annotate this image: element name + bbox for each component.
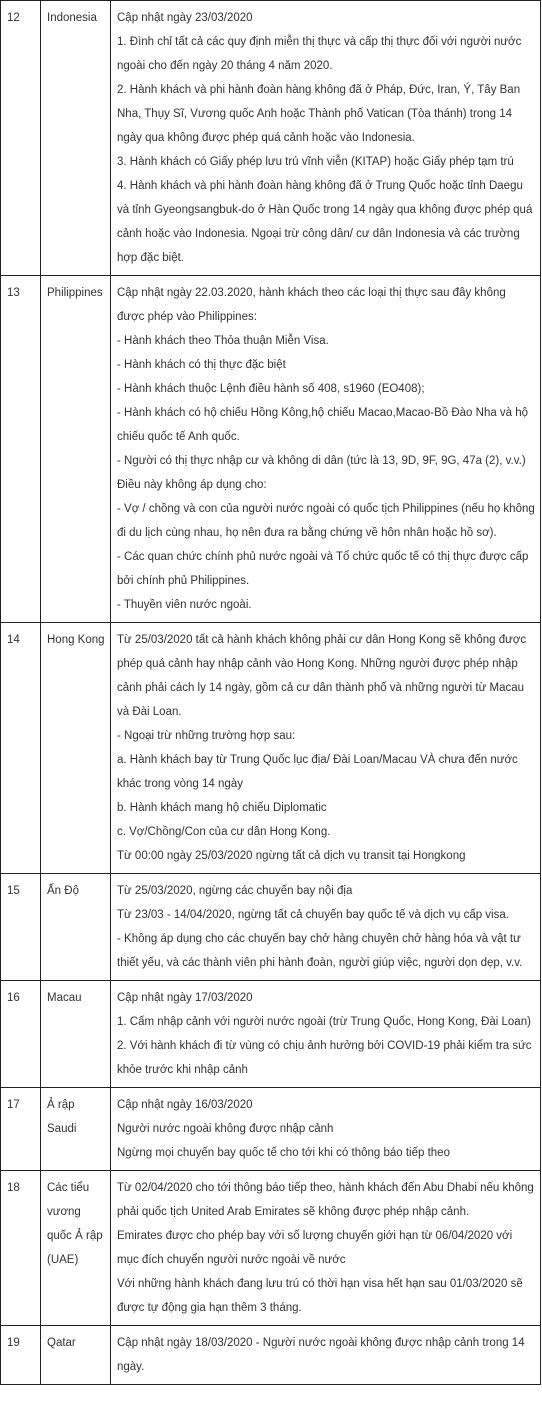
restriction-line: 4. Hành khách và phi hành đoàn hàng không đã ở Trung Quốc hoặc tỉnh Daegu và tỉnh Gyeongsangbuk-do ở Hàn Quốc trong 14 ngày qua không được phép quá cảnh hoặc vào Indonesia. Ngoại trừ công dân/ cư dân Indonesia và các trường hợp đặc biệt. xyxy=(117,180,533,264)
restriction-line: - Người có thị thực nhập cư và không di dân (tức là 13, 9D, 9F, 9G, 47a (2), v.v.) xyxy=(117,455,526,467)
restriction-line: Ngừng mọi chuyến bay quốc tế cho tới khi có thông báo tiếp theo xyxy=(117,1147,450,1159)
restriction-line: Người nước ngoài không được nhập cảnh xyxy=(117,1123,334,1135)
row-number xyxy=(1,1171,41,1326)
country-cell xyxy=(41,623,111,874)
row-number xyxy=(1,276,41,623)
country-name: Ả rập Saudi xyxy=(47,1099,77,1135)
restriction-line: 2. Hành khách và phi hành đoàn hàng không đã ở Pháp, Đức, Iran, Ý, Tây Ban Nha, Thụy Sĩ, Vương quốc Anh hoặc Thành phố Vatican (Tòa thánh) trong 14 ngày qua không được phép quá cảnh hoặc vào Indonesia. xyxy=(117,84,521,144)
country-name: Ấn Độ xyxy=(47,885,79,897)
country-name: Hong Kong xyxy=(47,634,105,646)
row-number xyxy=(1,1326,41,1385)
restriction-details xyxy=(111,623,541,874)
country-name: Indonesia xyxy=(47,12,97,24)
country-name: Philippines xyxy=(47,287,103,299)
restriction-line: - Hành khách theo Thỏa thuận Miễn Visa. xyxy=(117,335,329,347)
country-name: Macau xyxy=(47,992,82,1004)
row-number-text: 19 xyxy=(7,1337,20,1349)
restriction-line: Từ 02/04/2020 cho tới thông báo tiếp theo, hành khách đến Abu Dhabi nếu không phải quốc tịch United Arab Emirates sẽ không được phép nhập cảnh. xyxy=(117,1182,534,1218)
restriction-line: Cập nhật ngày 18/03/2020 - Người nước ngoài không được nhập cảnh trong 14 ngày. xyxy=(117,1337,525,1373)
restriction-line: Cập nhật ngày 17/03/2020 xyxy=(117,992,253,1004)
row-number-text: 16 xyxy=(7,992,20,1004)
table-row xyxy=(1,1171,541,1326)
restriction-details xyxy=(111,1088,541,1171)
country-cell xyxy=(41,1171,111,1326)
row-number-text: 17 xyxy=(7,1099,20,1111)
table-row xyxy=(1,1,541,276)
restriction-line: Từ 25/03/2020 tất cả hành khách không phải cư dân Hong Kong sẽ không được phép quá cảnh hay nhập cảnh vào Hong Kong. Những người được phép nhập cảnh phải cách ly 14 ngày, gồm cả cư dân thành phố và những người từ Macau và Đài Loan. xyxy=(117,634,527,718)
restriction-line: - Vợ / chồng và con của người nước ngoài có quốc tịch Philippines (nếu họ không đi du lịch cùng nhau, họ nên đưa ra bằng chứng về hôn nhân hoặc hồ sơ). xyxy=(117,503,535,539)
country-cell xyxy=(41,1088,111,1171)
country-name: Các tiểu vương quốc Ả rập (UAE) xyxy=(47,1182,103,1266)
restriction-line: - Không áp dụng cho các chuyến bay chở hàng chuyên chở hàng hóa và vật tư thiết yếu, và các thành viên phi hành đoàn, người giúp việc, người dọn dẹp, v.v. xyxy=(117,933,523,969)
restriction-line: - Các quan chức chính phủ nước ngoài và Tổ chức quốc tế có thị thực được cấp bởi chính phủ Philippines. xyxy=(117,551,529,587)
table-row xyxy=(1,276,541,623)
restriction-details xyxy=(111,1326,541,1385)
restriction-details xyxy=(111,981,541,1088)
row-number-text: 18 xyxy=(7,1182,20,1194)
row-number-text: 15 xyxy=(7,885,20,897)
restriction-line: - Hành khách thuộc Lệnh điều hành số 408, s1960 (EO408); xyxy=(117,383,425,395)
restriction-line: - Ngoại trừ những trường hợp sau: xyxy=(117,730,296,742)
restriction-line: c. Vợ/Chồng/Con của cư dân Hong Kong. xyxy=(117,826,331,838)
restriction-line: Từ 25/03/2020, ngừng các chuyến bay nội địa xyxy=(117,885,353,897)
restriction-line: - Hành khách có hộ chiếu Hồng Kông,hộ chiếu Macao,Macao-Bồ Đào Nha và hộ chiếu quốc tế Anh quốc. xyxy=(117,407,529,443)
row-number-text: 14 xyxy=(7,634,20,646)
row-number xyxy=(1,1088,41,1171)
restriction-details xyxy=(111,1171,541,1326)
restriction-line: 1. Cấm nhập cảnh với người nước ngoài (trừ Trung Quốc, Hong Kong, Đài Loan) xyxy=(117,1016,531,1028)
row-number xyxy=(1,981,41,1088)
table-row xyxy=(1,1326,541,1385)
row-number-text: 13 xyxy=(7,287,20,299)
restriction-line: b. Hành khách mang hộ chiếu Diplomatic xyxy=(117,802,327,814)
restriction-line: Điều này không áp dụng cho: xyxy=(117,479,267,491)
table-row xyxy=(1,981,541,1088)
country-cell xyxy=(41,276,111,623)
table-row xyxy=(1,623,541,874)
row-number xyxy=(1,623,41,874)
restriction-line: - Thuyền viên nước ngoài. xyxy=(117,599,252,611)
country-name: Qatar xyxy=(47,1337,76,1349)
row-number xyxy=(1,874,41,981)
restriction-line: a. Hành khách bay từ Trung Quốc lục địa/ Đài Loan/Macau VÀ chưa đến nước khác trong vòng 14 ngày xyxy=(117,754,518,790)
country-cell xyxy=(41,1326,111,1385)
restriction-details xyxy=(111,1,541,276)
restriction-line: Cập nhật ngày 22.03.2020, hành khách theo các loại thị thực sau đây không được phép vào Philippines: xyxy=(117,287,506,323)
restriction-line: Cập nhật ngày 23/03/2020 xyxy=(117,12,253,24)
restriction-line: - Hành khách có thị thực đặc biệt xyxy=(117,359,286,371)
country-cell xyxy=(41,1,111,276)
restriction-line: Từ 23/03 - 14/04/2020, ngừng tất cả chuyến bay quốc tế và dịch vụ cấp visa. xyxy=(117,909,509,921)
restriction-details xyxy=(111,276,541,623)
country-cell xyxy=(41,981,111,1088)
table-row xyxy=(1,1088,541,1171)
row-number-text: 12 xyxy=(7,12,20,24)
restriction-details xyxy=(111,874,541,981)
restriction-line: 3. Hành khách có Giấy phép lưu trú vĩnh viễn (KITAP) hoặc Giấy phép tạm trú xyxy=(117,156,514,168)
table-row xyxy=(1,874,541,981)
restriction-line: Cập nhật ngày 16/03/2020 xyxy=(117,1099,253,1111)
country-cell xyxy=(41,874,111,981)
restriction-line: Với những hành khách đang lưu trú có thời hạn visa hết hạn sau 01/03/2020 sẽ được tự động gia hạn thêm 3 tháng. xyxy=(117,1278,523,1314)
restriction-line: Emirates được cho phép bay với số lượng chuyến giới hạn từ 06/04/2020 với mục đích chuyển người nước ngoài về nước xyxy=(117,1230,513,1266)
restriction-line: Từ 00:00 ngày 25/03/2020 ngừng tất cả dịch vụ transit tại Hongkong xyxy=(117,850,466,862)
restriction-line: 1. Đình chỉ tất cả các quy định miễn thị thực và cấp thị thực đối với người nước ngoài cho đến ngày 20 tháng 4 năm 2020. xyxy=(117,36,522,72)
table-body xyxy=(1,1,541,1385)
restriction-line: 2. Với hành khách đi từ vùng có chịu ảnh hưởng bởi COVID-19 phải kiểm tra sức khỏe trước khi nhập cảnh xyxy=(117,1040,532,1076)
row-number xyxy=(1,1,41,276)
